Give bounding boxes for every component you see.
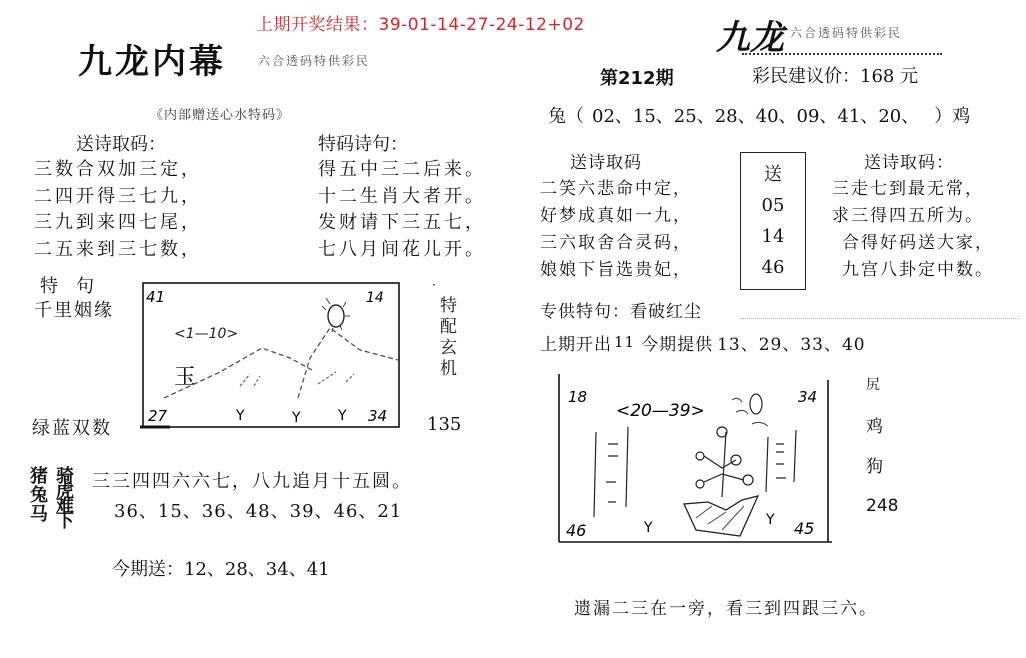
left-poem-b-heading: 特码诗句： [318,134,408,155]
left-poem-a [34,157,202,263]
poem-line: 二四开得三七九， [34,185,202,207]
left-rhyme: 三三四四六六七，八九追月十五圆。 [92,471,412,492]
sketch-corner-br: 45 [794,519,815,538]
svg-text:Y: Y [236,408,245,424]
right-zodiac-line [548,102,970,128]
send-label: 今期送： [112,559,184,580]
poem-line: 二五来到三七数， [34,238,202,260]
dotted-rule [740,318,1020,319]
right-poem-b [832,176,994,284]
zodiac-numbers: 02、15、25、28、40、09、41、20、 [592,106,911,127]
poem-line: 得五中三二后来。 [318,159,486,180]
this-issue-numbers: 13、29、33、40 [717,335,866,355]
right-special-line [540,297,702,322]
poem-line: 七八月间花儿开。 [318,238,486,260]
zodiac-start: 兔（ [548,106,584,127]
poem-line: 三走七到最无常， [832,179,984,199]
svg-text:Y: Y [292,410,301,426]
poem-line: 合得好码送大家， [842,233,994,253]
poem-line: 九宫八卦定中数。 [842,260,994,280]
sketch-glyph: 玉 [174,365,197,390]
poem-line: 十二生肖大者开。 [318,185,486,207]
right-page-subtitle: 六合透码特供彩民 [790,26,903,40]
send-box-number: 05 [761,195,785,216]
sketch-corner-bl: 27 [148,407,168,425]
poem-line: 二笑六悲命中定， [540,179,692,199]
send-box-number: 14 [761,226,785,247]
left-page-title: 九龙内幕 [78,42,226,82]
sketch-corner-tl: 18 [568,388,588,406]
sketch-corner-tr: 34 [798,388,818,406]
sketch-range: <1—10> [174,326,239,342]
zodiac-end: ）鸡 [934,106,971,127]
right-side-number: 248 [866,496,899,516]
left-special-label: 特 句 [40,276,94,297]
svg-text:Y: Y [338,408,347,424]
poem-line: 三数合双加三定， [34,159,202,180]
poem-line: 娘娘下旨选贵妃， [540,260,692,280]
left-side-vertical: 特配玄机 [436,296,456,380]
left-footer-label: 绿蓝双数 [32,418,112,439]
left-poem-a-heading: 送诗取码： [76,134,166,155]
poem-line: 求三得四五所为。 [832,206,984,226]
side-zodiac: 尻 [866,377,880,393]
left-section-title: 《内部赠送心水特码》 [150,108,291,123]
side-dot: · [432,278,436,292]
side-zodiac: 鸡 [866,417,883,437]
left-page-subtitle: 六合透码特供彩民 [258,54,371,68]
this-issue-label: 今期提供 [641,335,714,355]
left-sketch-drawing [140,280,404,430]
svg-text:Y: Y [644,520,653,536]
left-send-line [112,555,330,581]
special-label: 专供特句： [540,302,630,322]
left-zodiac-col1: 猪兔马 [27,466,48,523]
right-page-title: 九龙 [716,18,784,58]
sketch-corner-tl: 41 [146,288,166,306]
price-label: 彩民建议价： [752,66,860,87]
send-numbers: 12、28、34、41 [184,559,330,580]
suggested-price [752,62,918,88]
header-divider [742,53,942,55]
left-zodiac-col2: 骑虎难下 [53,466,74,526]
right-sketch-drawing [556,372,832,544]
left-poem-b [318,157,486,263]
last-draw-label: 上期开奖结果： [256,15,379,35]
special-phrase: 看破红尘 [630,302,702,322]
left-side-number: 135 [427,414,462,435]
left-number-list: 36、15、36、48、39、46、21 [114,501,403,522]
send-box-label: 送 [764,164,782,185]
price-value: 168 元 [860,66,919,87]
right-poem-a-heading: 送诗取码 [570,153,642,173]
right-issue-line [540,330,866,355]
last-draw-numbers: 39-01-14-27-24-12+02 [378,15,585,35]
sketch-corner-br: 34 [368,407,388,425]
side-zodiac: 狗 [866,457,883,477]
poem-line: 发财请下三五七， [318,212,486,233]
poem-line: 好梦成真如一九， [540,206,692,226]
svg-text:Y: Y [766,512,775,528]
left-special-phrase: 千里姻缘 [34,300,114,321]
sketch-corner-bl: 46 [566,521,587,540]
right-poem-b-heading: 送诗取码： [864,153,954,173]
right-footer-rhyme: 遗漏二三在一旁，看三到四跟三六。 [574,599,878,619]
poem-line: 三六取舍合灵码， [540,233,692,253]
send-numbers-box [740,152,806,290]
last-draw-result [256,10,585,35]
sketch-range: <20—39> [616,401,705,421]
issue-number: 第212期 [600,68,674,89]
send-box-number: 46 [761,257,785,278]
last-issue-label: 上期开出 [540,335,612,355]
poem-line: 三九到来四七尾， [34,212,202,233]
right-poem-a [540,176,692,284]
last-issue-number: 11 [614,333,636,351]
sketch-corner-tr: 14 [366,290,384,306]
